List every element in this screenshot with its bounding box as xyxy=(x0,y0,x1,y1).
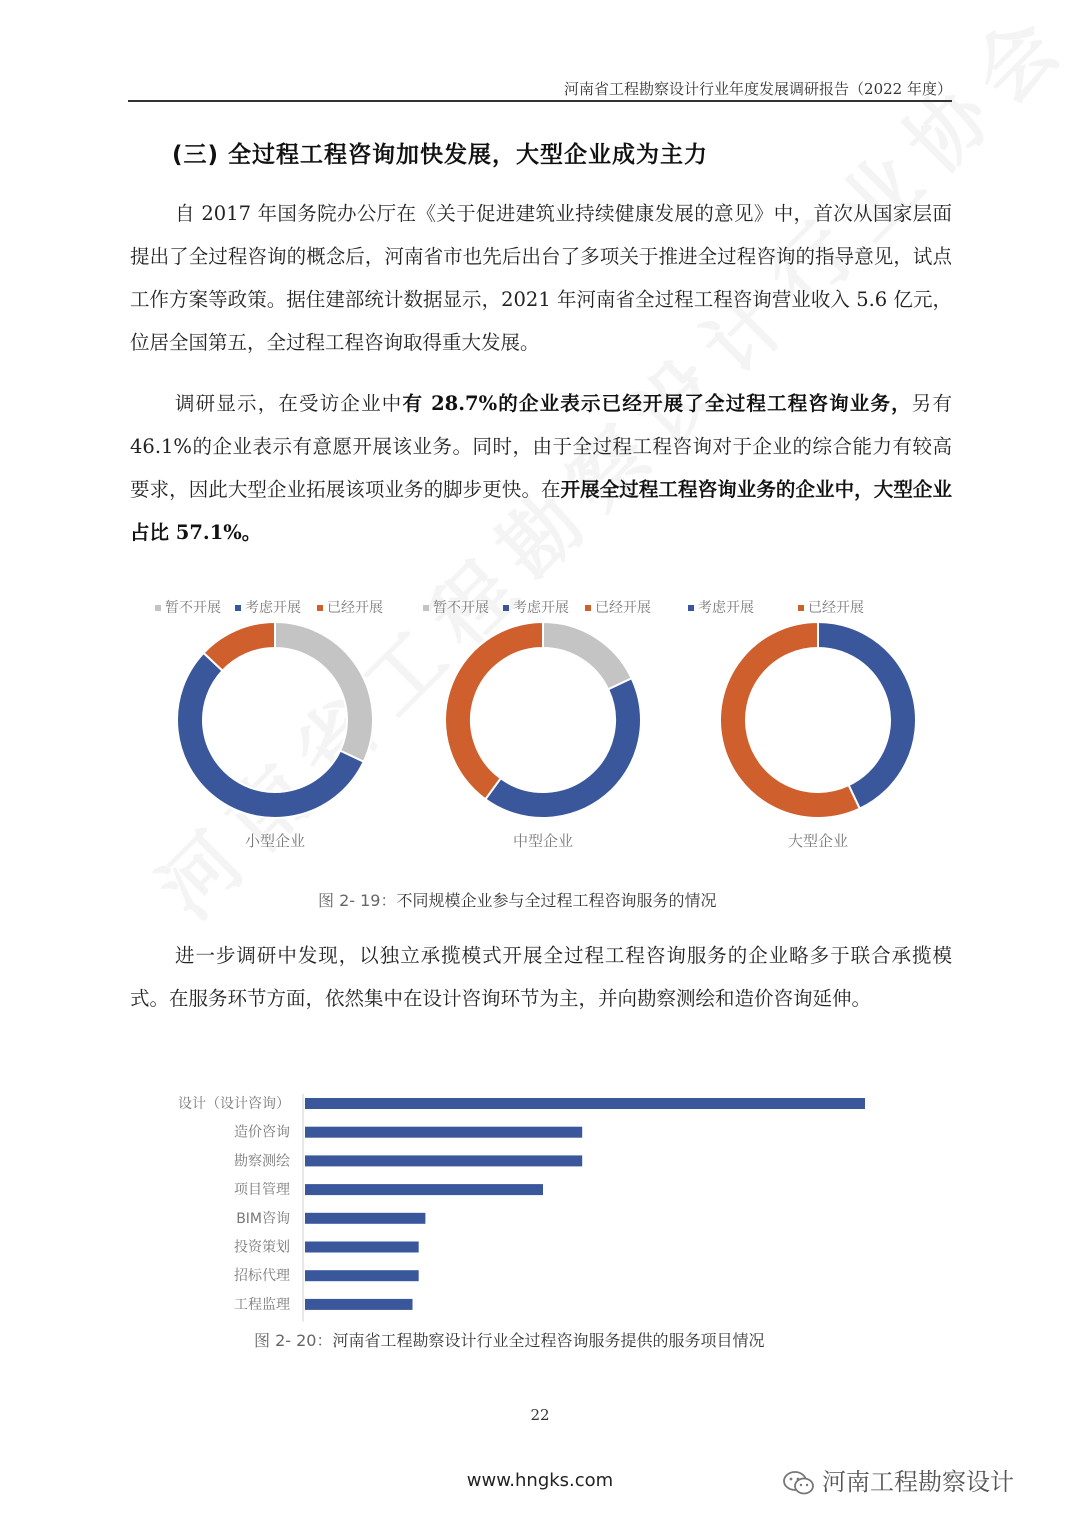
bar xyxy=(305,1242,419,1253)
legend-label: 暂不开展 xyxy=(165,600,221,616)
donut-large-enterprise xyxy=(688,585,948,860)
footer-url[interactable]: www.hngks.com xyxy=(466,1470,614,1491)
survey-highlight-a: 有 28.7%的企业表示已经开展了全过程工程咨询业务， xyxy=(402,392,912,415)
legend-swatch xyxy=(585,605,591,611)
bar xyxy=(305,1098,865,1109)
page-number: 22 xyxy=(530,1406,550,1424)
donut-svg xyxy=(688,615,948,825)
bar xyxy=(305,1184,543,1195)
bar xyxy=(305,1299,413,1310)
survey-highlight-b: 开展全过程工程咨询业务的企业中，大型企业占比 57.1%。 xyxy=(130,478,952,544)
legend-item xyxy=(317,597,383,617)
donut-slice xyxy=(485,678,641,818)
legend-item xyxy=(235,597,301,617)
donut-medium-enterprise xyxy=(413,585,673,860)
donut-slice xyxy=(275,622,373,762)
legend-swatch xyxy=(688,605,694,611)
bar-label: 造价咨询 xyxy=(234,1124,290,1141)
bar-label: 招标代理 xyxy=(234,1268,290,1285)
legend-label: 已经开展 xyxy=(327,600,383,616)
bar-label: 设计（设计咨询） xyxy=(178,1096,290,1112)
legend-swatch xyxy=(423,605,429,611)
legend-item xyxy=(155,597,221,617)
legend-swatch xyxy=(317,605,323,611)
donut-title: 大型企业 xyxy=(787,832,848,850)
legend-label: 考虑开展 xyxy=(513,600,569,616)
chart-legend xyxy=(688,597,948,617)
chart-legend xyxy=(413,597,673,617)
caption-number: 图 2- 20： xyxy=(254,1331,333,1350)
paragraph-survey xyxy=(130,382,952,554)
bar xyxy=(305,1270,419,1281)
donut-slice xyxy=(818,622,916,809)
brand-name: 河南工程勘察设计 xyxy=(822,1468,1014,1496)
donut-svg xyxy=(413,615,673,825)
survey-text-b: 另有 46.1%的企业表示有意愿开展该业务。同时，由于全过程工程咨询对于企业的综合能力有较高要求，因此大型企业拓展该项业务的脚步更快。在 xyxy=(130,392,952,501)
survey-text-a: 调研显示，在受访企业中 xyxy=(175,392,403,415)
bar-label: 工程监理 xyxy=(234,1296,290,1313)
caption-text: 河南省工程勘察设计行业全过程咨询服务提供的服务项目情况 xyxy=(332,1331,765,1350)
legend-item xyxy=(688,597,754,617)
donut-slice xyxy=(543,622,632,689)
donut-charts xyxy=(130,585,952,860)
paragraph-intro: 自 2017 年国务院办公厅在《关于促进建筑业持续健康发展的意见》中，首次从国家层面提出了全过程咨询的概念后，河南省市也先后出台了多项关于推进全过程咨询的指导意见，试点工作方案等政策。据住建部统计数据显示，2021 年河南省全过程工程咨询营业收入 5.6 亿元，位居全国第五，全过程工程咨询取得重大发展。 xyxy=(130,202,952,354)
bar xyxy=(305,1213,425,1224)
caption-number: 图 2- 19： xyxy=(318,891,397,910)
legend-label: 已经开展 xyxy=(808,600,864,616)
legend-swatch xyxy=(235,605,241,611)
legend-item xyxy=(798,597,864,617)
legend-swatch xyxy=(155,605,161,611)
legend-label: 考虑开展 xyxy=(245,600,301,616)
page-header: 河南省工程勘察设计行业年度发展调研报告（2022 年度） xyxy=(128,78,952,102)
legend-item xyxy=(585,597,651,617)
section-title: (三) 全过程工程咨询加快发展，大型企业成为主力 xyxy=(172,142,709,168)
bar xyxy=(305,1155,582,1166)
bar xyxy=(305,1127,582,1138)
donut-slice xyxy=(204,622,275,671)
legend-label: 暂不开展 xyxy=(433,600,489,616)
legend-swatch xyxy=(503,605,509,611)
wechat-icon xyxy=(782,1470,816,1496)
paragraph-further-research: 进一步调研中发现，以独立承揽模式开展全过程工程咨询服务的企业略多于联合承揽模式。在服务环节方面，依然集中在设计咨询环节为主，并向勘察测绘和造价咨询延伸。 xyxy=(130,944,952,1010)
donut-slice xyxy=(445,622,543,799)
legend-label: 考虑开展 xyxy=(698,600,754,616)
legend-label: 已经开展 xyxy=(595,600,651,616)
bar-label: 勘察测绘 xyxy=(234,1153,290,1170)
bar-label: BIM咨询 xyxy=(236,1210,290,1227)
legend-item xyxy=(423,597,489,617)
donut-small-enterprise xyxy=(145,585,405,860)
donut-title: 小型企业 xyxy=(244,832,305,850)
chart-legend xyxy=(145,597,405,617)
figure-caption-19 xyxy=(318,888,717,911)
bar-label: 投资策划 xyxy=(234,1239,290,1256)
legend-item xyxy=(503,597,569,617)
service-items-bar-chart xyxy=(130,1090,952,1322)
donut-title: 中型企业 xyxy=(512,832,573,850)
caption-text: 不同规模企业参与全过程工程咨询服务的情况 xyxy=(396,891,717,910)
legend-swatch xyxy=(798,605,804,611)
figure-caption-20 xyxy=(254,1328,765,1351)
bar-label: 项目管理 xyxy=(234,1182,290,1199)
donut-svg xyxy=(145,615,405,825)
footer-brand xyxy=(782,1462,1014,1496)
